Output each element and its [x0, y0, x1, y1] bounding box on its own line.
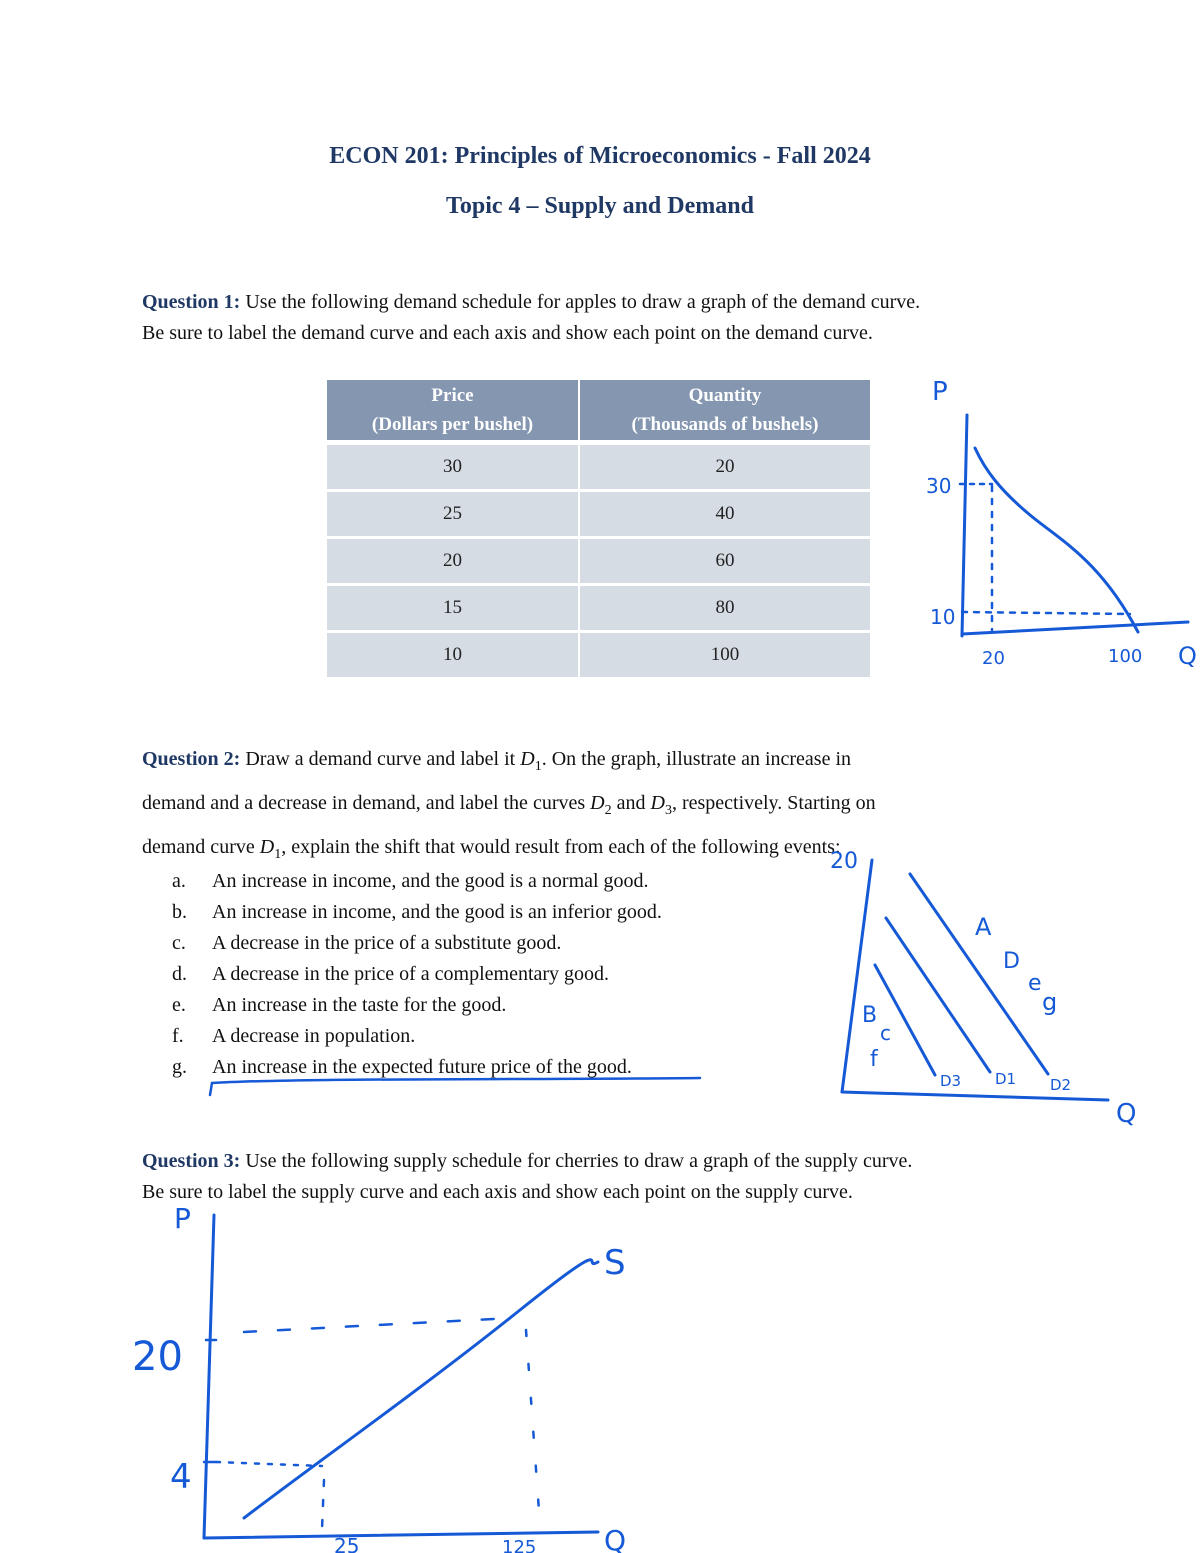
q2-label-c: c	[880, 1021, 891, 1045]
question3-line2: Be sure to label the supply curve and each axis and show each point on the supply curve.	[142, 1181, 853, 1203]
question3-label: Question 3:	[142, 1150, 241, 1172]
q3-tick-4: 4	[170, 1457, 192, 1497]
q2-label-a: A	[975, 913, 992, 941]
q1-x-axis-label: Q	[1178, 642, 1197, 670]
price-cell: 15	[327, 585, 579, 632]
list-item: f. A decrease in population.	[172, 1025, 416, 1047]
list-item: d. A decrease in the price of a complementary good.	[172, 963, 610, 985]
q2-label-b: B	[862, 1003, 878, 1028]
q2-label-d: D	[1003, 949, 1020, 974]
q3-tick-25: 25	[334, 1534, 360, 1553]
q2-top-label: 20	[830, 849, 858, 874]
course-title: ECON 201: Principles of Microeconomics - Fall 2024	[329, 143, 871, 169]
question1-line2: Be sure to label the demand curve and each axis and show each point on the demand curve.	[142, 322, 873, 344]
question2-label: Question 2:	[142, 748, 241, 770]
q3-dashed-guide-125	[526, 1330, 540, 1525]
quantity-column-header: Quantity (Thousands of bushels)	[579, 380, 870, 443]
q3-tick-20: 20	[132, 1334, 183, 1380]
price-cell: 20	[327, 538, 579, 585]
q2-label-g: g	[1042, 988, 1058, 1016]
q3-curve-label: S	[604, 1243, 626, 1283]
list-item: c. A decrease in the price of a substitute good.	[172, 932, 562, 954]
q3-x-axis-line	[204, 1532, 598, 1538]
q1-y-axis-label: P	[932, 377, 948, 407]
list-item: e. An increase in the taste for the good.	[172, 994, 507, 1016]
q2-curve-d2-label: D2	[1050, 1076, 1072, 1094]
q2-label-e: e	[1028, 971, 1042, 996]
quantity-cell: 40	[579, 491, 870, 538]
q3-y-axis-label: P	[174, 1202, 191, 1235]
q3-dashed-guide-20	[244, 1318, 512, 1332]
q1-tick-100: 100	[1108, 646, 1143, 667]
quantity-cell: 100	[579, 632, 870, 678]
q3-dashed-guide-4	[216, 1462, 322, 1466]
quantity-cell: 60	[579, 538, 870, 585]
price-cell: 25	[327, 491, 579, 538]
q1-tick-20: 20	[982, 648, 1005, 669]
q3-dashed-guide-25	[322, 1480, 324, 1530]
price-column-header: Price (Dollars per bushel)	[327, 380, 579, 443]
q2-curve-d1-label: D1	[995, 1070, 1017, 1088]
q3-y-axis-line	[204, 1215, 214, 1538]
q1-tick-30: 30	[926, 474, 952, 498]
quantity-cell: 20	[579, 443, 870, 491]
question3-line1: Use the following supply schedule for cherries to draw a graph of the supply curve.	[245, 1150, 913, 1172]
list-item: b. An increase in income, and the good is an inferior good.	[172, 901, 662, 923]
q2-x-axis-label: Q	[1116, 1099, 1137, 1129]
question2-text: Question 2: Draw a demand curve and label it $D_1$. On the graph, illustrate an increase in demand and a decrease in demand, and label the curves $D_2$ and $D_3$, respectively. Starting on demand curve $D_1$, explain the shift that would result from each of the following events:	[142, 748, 876, 862]
q2-label-f: f	[870, 1047, 878, 1072]
q3-x-axis-label: Q	[604, 1524, 627, 1553]
q3-tick-125: 125	[502, 1537, 537, 1553]
list-item: a. An increase in income, and the good is a normal good.	[172, 870, 649, 892]
quantity-cell: 80	[579, 585, 870, 632]
q2-curve-d3-label: D3	[940, 1072, 962, 1090]
list-item: g. An increase in the expected future price of the good.	[172, 1056, 632, 1078]
q3-supply-curve	[244, 1260, 598, 1518]
price-cell: 10	[327, 632, 579, 678]
q1-tick-10: 10	[930, 605, 956, 629]
question1-line1: Use the following demand schedule for apples to draw a graph of the demand curve.	[245, 291, 921, 313]
price-cell: 30	[327, 443, 579, 491]
question1-label: Question 1:	[142, 291, 241, 313]
topic-title: Topic 4 – Supply and Demand	[446, 193, 754, 219]
